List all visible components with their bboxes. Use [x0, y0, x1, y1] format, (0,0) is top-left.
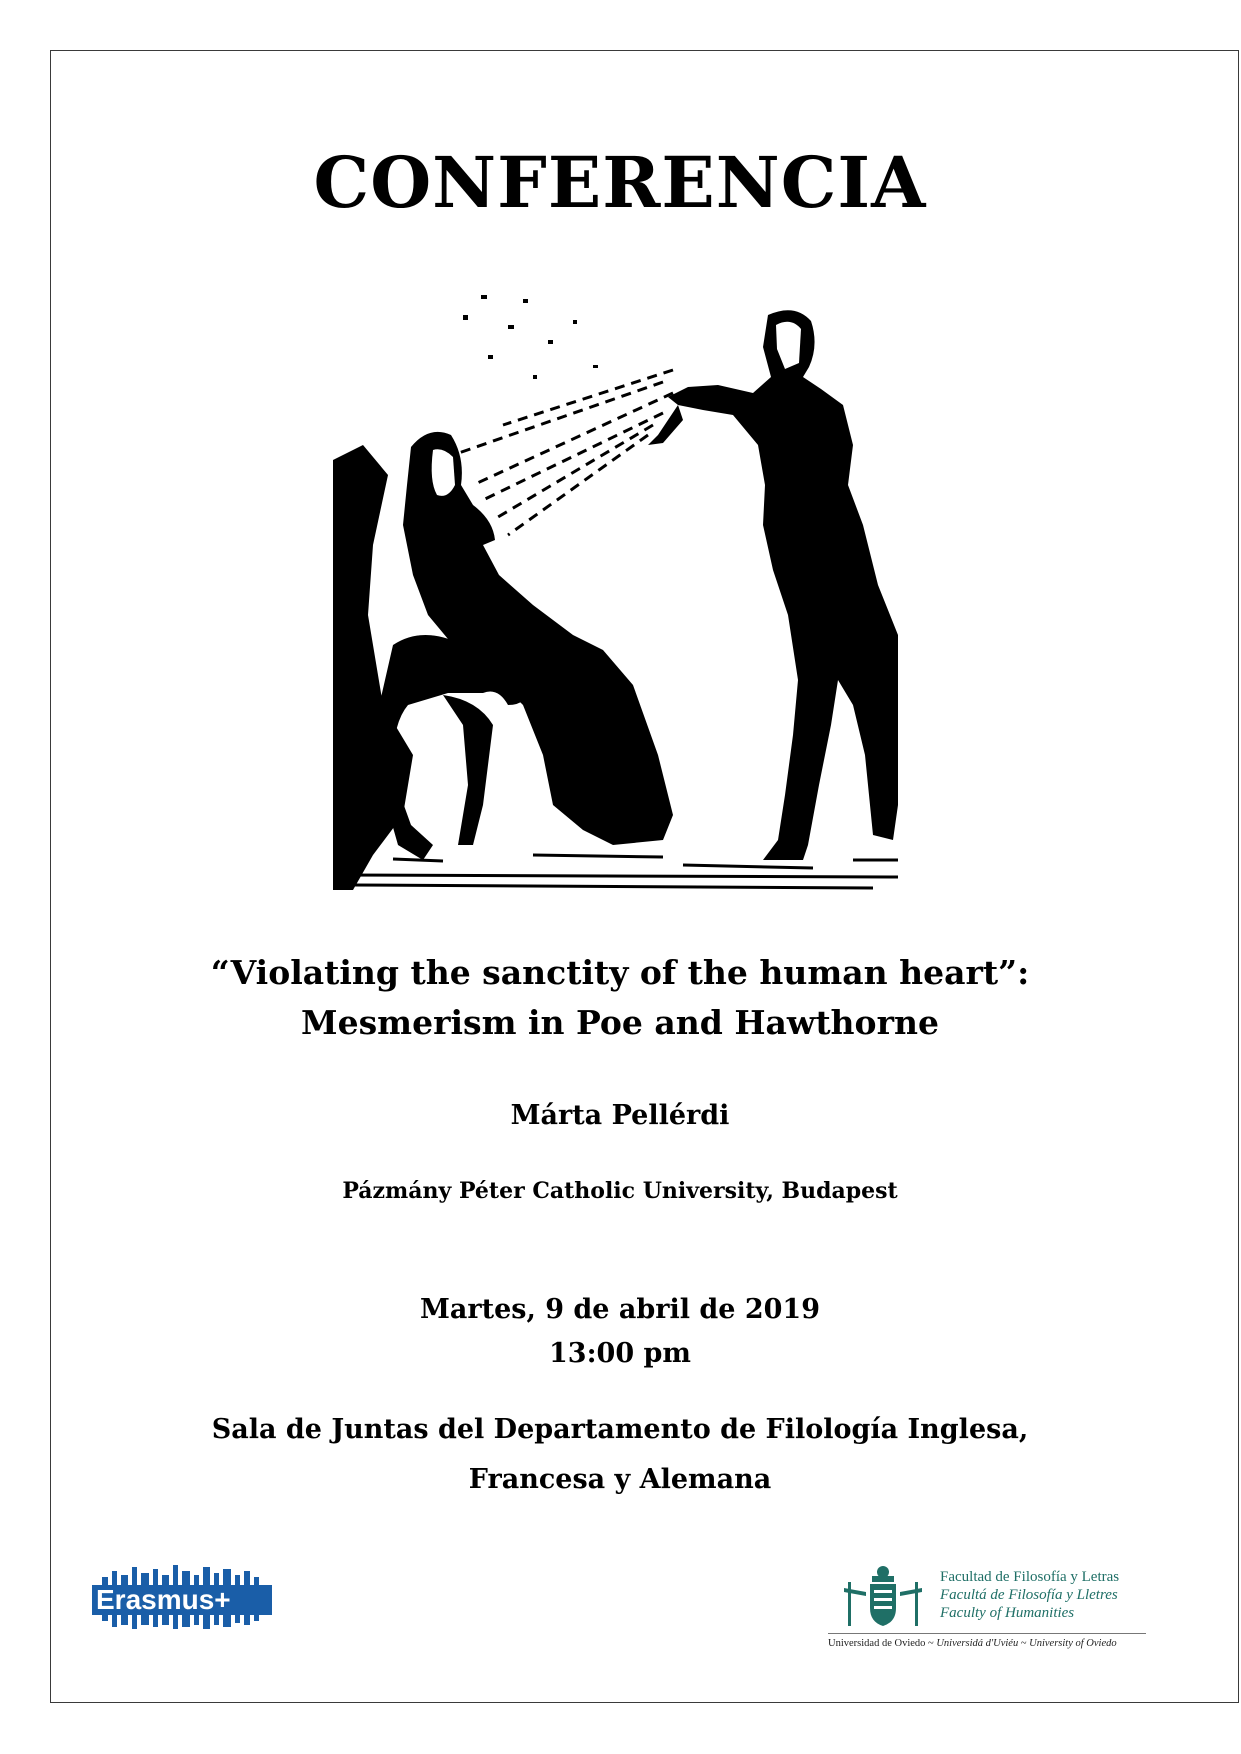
separator: ~ — [1018, 1638, 1030, 1649]
venue-line: Francesa y Alemana — [468, 1464, 772, 1495]
faculty-name-ast: Facultá de Filosofía y Lletres — [940, 1587, 1118, 1603]
talk-title-line: Mesmerism in Poe and Hawthorne — [301, 1003, 939, 1042]
university-name-ast: Universidá d'Uviéu — [936, 1638, 1019, 1649]
faculty-names — [940, 1568, 1119, 1622]
university-name-es: Universidad de Oviedo — [828, 1638, 926, 1649]
faculty-logo — [828, 1560, 1148, 1650]
faculty-divider — [828, 1633, 1146, 1634]
university-name-en: University of Oviedo — [1029, 1638, 1117, 1649]
event-time: 13:00 pm — [549, 1338, 691, 1369]
event-venue — [50, 1405, 1190, 1505]
erasmus-logo — [92, 1563, 282, 1635]
faculty-name-es: Facultad de Filosofía y Letras — [940, 1569, 1120, 1585]
university-seal-icon — [842, 1562, 924, 1630]
talk-title-line: “Violating the sanctity of the human heart”: — [210, 953, 1030, 992]
erasmus-logo-text: Erasmus+ — [96, 1584, 231, 1615]
speaker-name: Márta Pellérdi — [510, 1100, 730, 1131]
speaker-affiliation: Pázmány Péter Catholic University, Budapest — [342, 1178, 898, 1204]
mesmerism-engraving — [333, 285, 898, 890]
university-names — [828, 1638, 1117, 1649]
talk-title — [50, 948, 1190, 1048]
separator: ~ — [925, 1638, 937, 1649]
venue-line: Sala de Juntas del Departamento de Filología Inglesa, — [211, 1414, 1029, 1445]
event-date: Martes, 9 de abril de 2019 — [419, 1294, 821, 1325]
faculty-name-en: Faculty of Humanities — [940, 1605, 1075, 1621]
heading: CONFERENCIA — [313, 141, 927, 224]
event-datetime — [50, 1288, 1190, 1376]
